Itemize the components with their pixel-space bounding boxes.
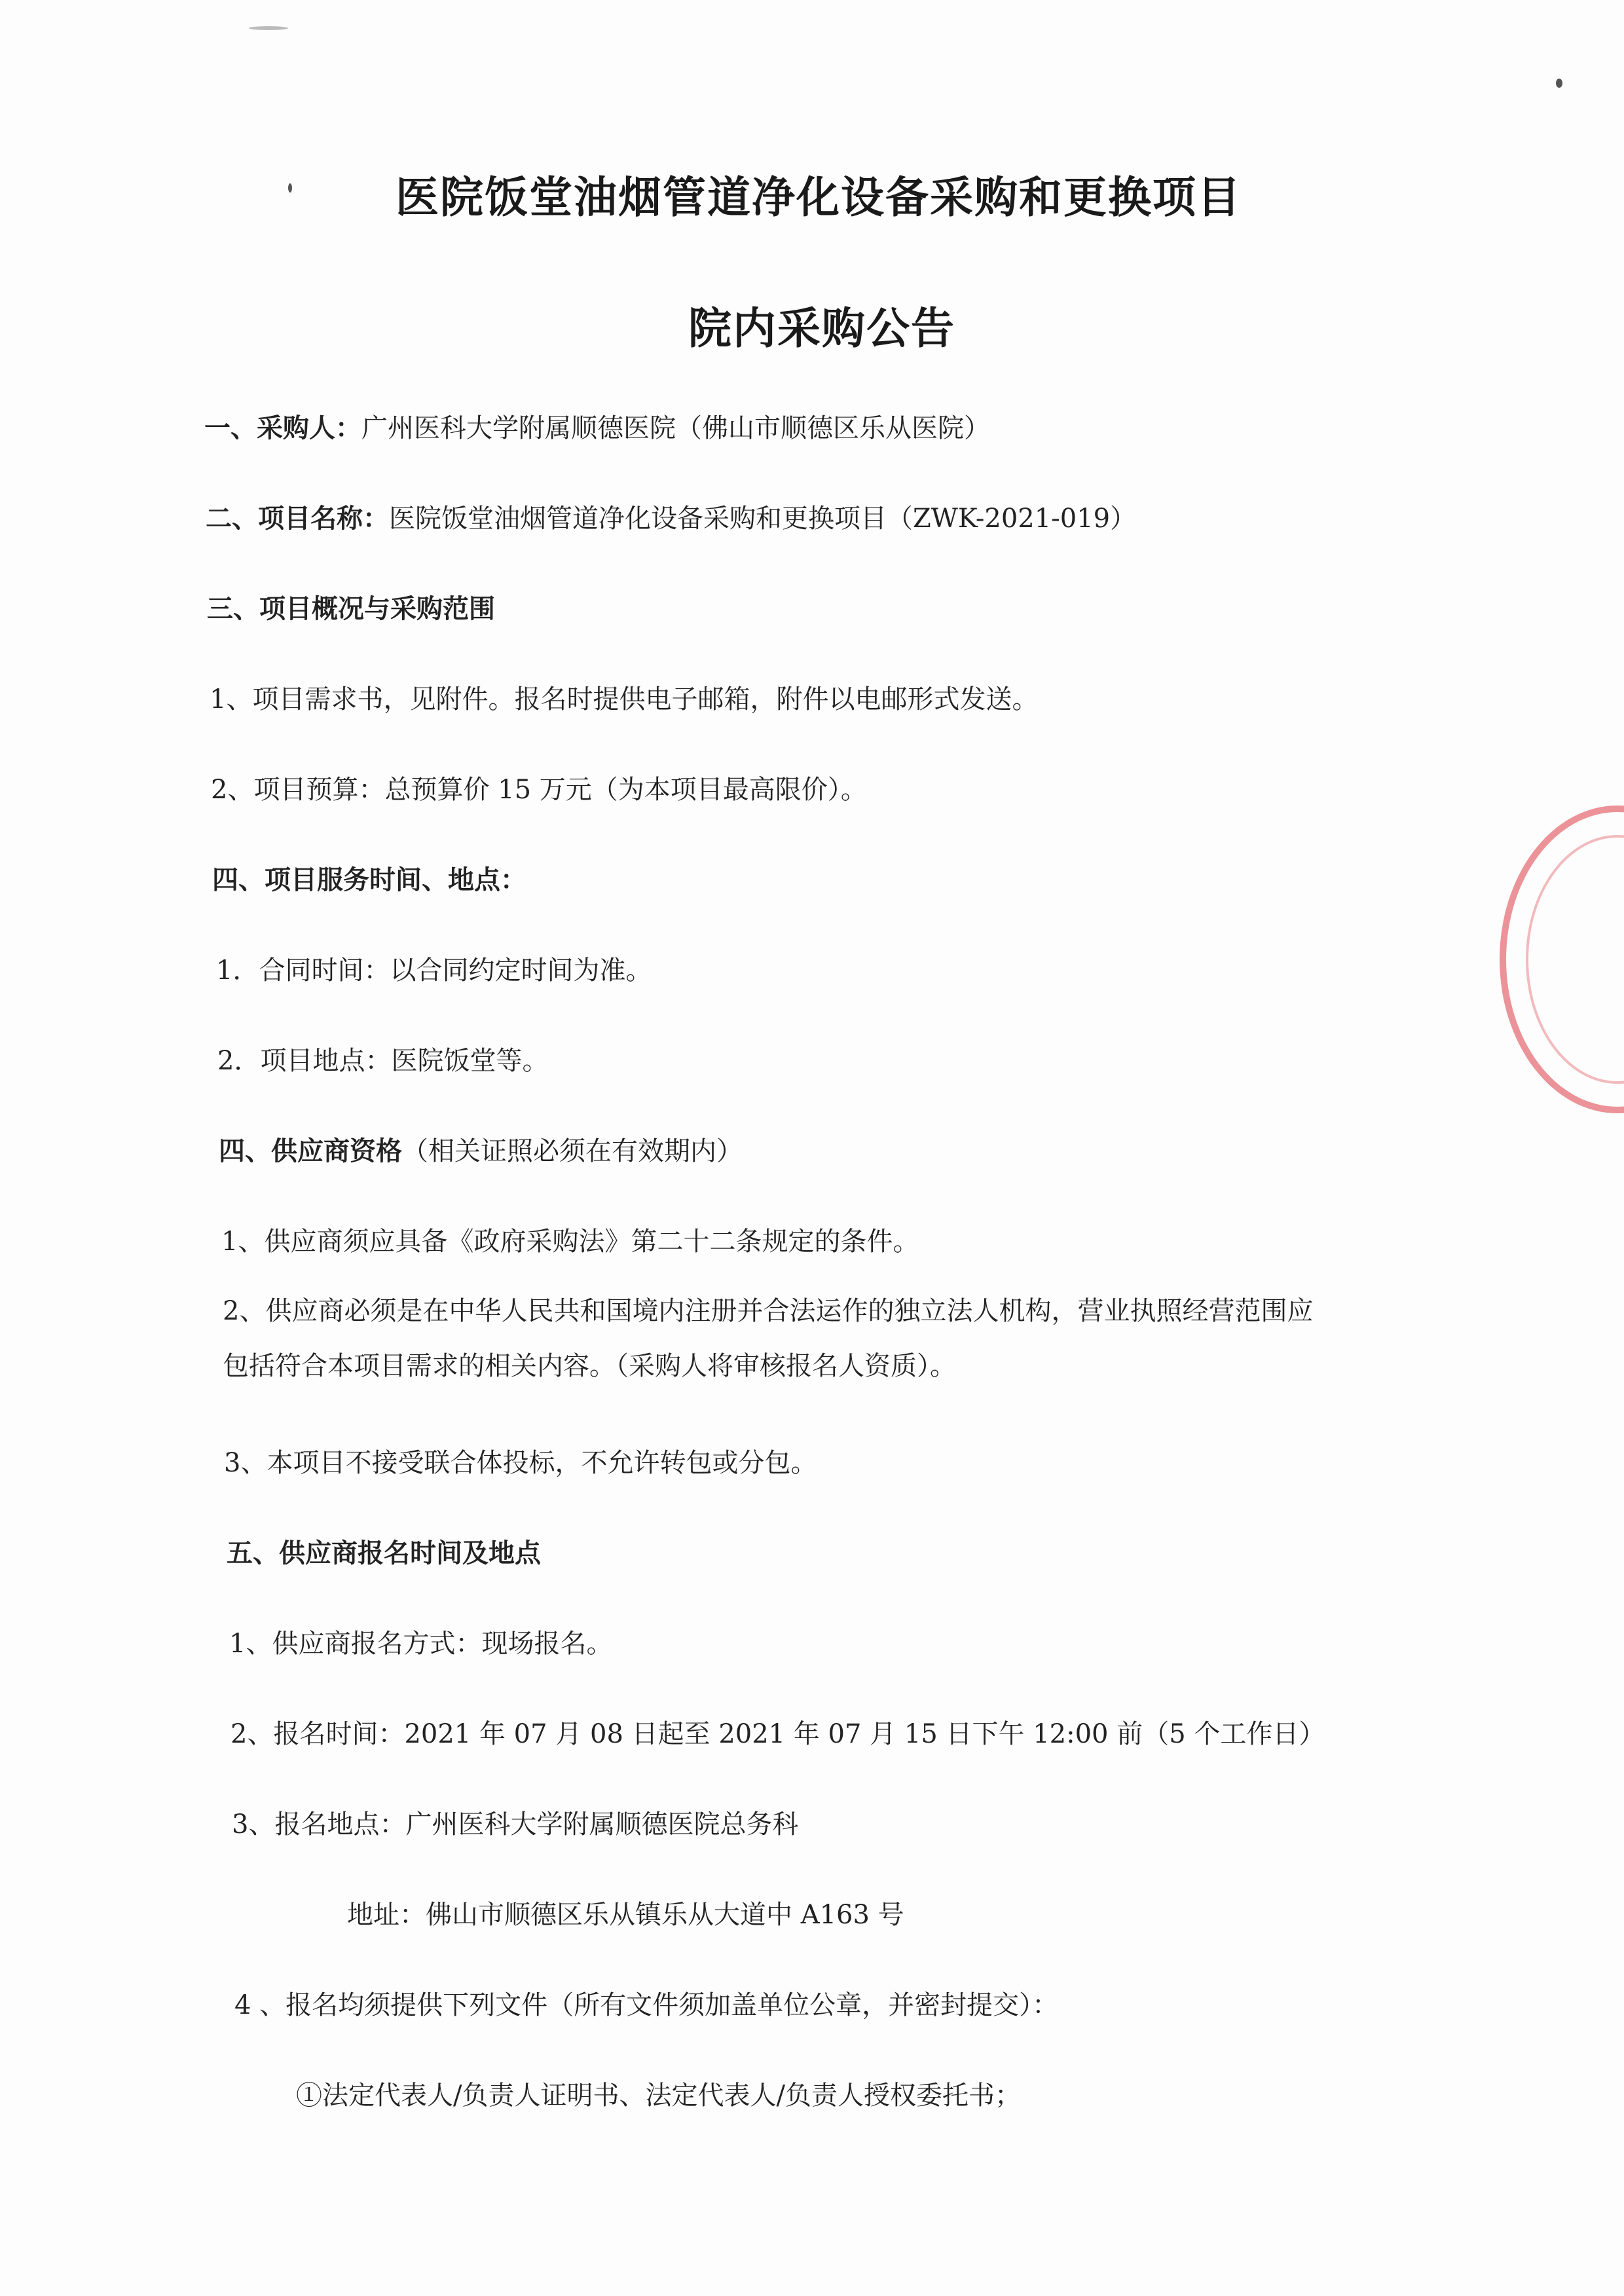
registration-address: 地址：佛山市顺德区乐从镇乐从大道中 A163 号 [347,1900,904,1930]
section-registration-heading [227,1535,541,1572]
section-label: 四、项目服务时间、地点： [212,865,526,895]
section-purchaser [204,410,990,447]
section-label: 四、供应商资格 [219,1136,402,1166]
qualification-item-2-line-a: 2、供应商必须是在中华人民共和国境内注册并合法运作的独立法人机构，营业执照经营范围应 [223,1296,1314,1326]
registration-item-4-sub-1: ①法定代表人/负责人证明书、法定代表人/负责人授权委托书； [296,2081,1021,2111]
document-subtitle: 院内采购公告 [688,303,955,354]
qualification-item-3: 3、本项目不接受联合体投标，不允许转包或分包。 [224,1448,817,1478]
section-note: （相关证照必须在有效期内） [402,1136,743,1166]
scan-speck [1556,79,1562,88]
registration-item-4: 4 、报名均须提供下列文件（所有文件须加盖单位公章，并密封提交）： [234,1990,1059,2020]
overview-item-1: 1、项目需求书，见附件。报名时提供电子邮箱，附件以电邮形式发送。 [210,684,1039,714]
section-project-name [206,500,1136,537]
document-title: 医院饭堂油烟管道净化设备采购和更换项目 [396,172,1242,223]
registration-item-1: 1、供应商报名方式：现场报名。 [229,1629,613,1659]
section-label: 二、项目名称： [206,504,389,534]
section-overview-heading [207,591,495,627]
section-label: 五、供应商报名时间及地点 [227,1538,541,1568]
section-label: 三、项目概况与采购范围 [207,594,495,624]
qualification-item-1: 1、供应商须应具备《政府采购法》第二十二条规定的条件。 [221,1227,919,1257]
service-item-2: 2．项目地点：医院饭堂等。 [217,1046,549,1076]
qualification-item-2-line-b: 包括符合本项目需求的相关内容。（采购人将审核报名人资质）。 [223,1351,956,1381]
scan-speck [249,26,288,30]
section-text: 广州医科大学附属顺德医院（佛山市顺德区乐从医院） [361,413,990,443]
registration-item-3: 3、报名地点：广州医科大学附属顺德医院总务科 [232,1809,799,1840]
section-service-heading [212,862,526,898]
section-qualification-heading [219,1133,743,1170]
section-label: 一、采购人： [204,413,361,443]
section-text: 医院饭堂油烟管道净化设备采购和更换项目（ZWK-2021-019） [389,504,1137,534]
service-item-1: 1．合同时间：以合同约定时间为准。 [216,955,652,986]
registration-item-2: 2、报名时间：2021 年 07 月 08 日起至 2021 年 07 月 15 日下午 12:00 前（5 个工作日） [231,1719,1325,1749]
overview-item-2: 2、项目预算：总预算价 15 万元（为本项目最高限价）。 [211,775,867,805]
scan-speck [288,183,292,193]
